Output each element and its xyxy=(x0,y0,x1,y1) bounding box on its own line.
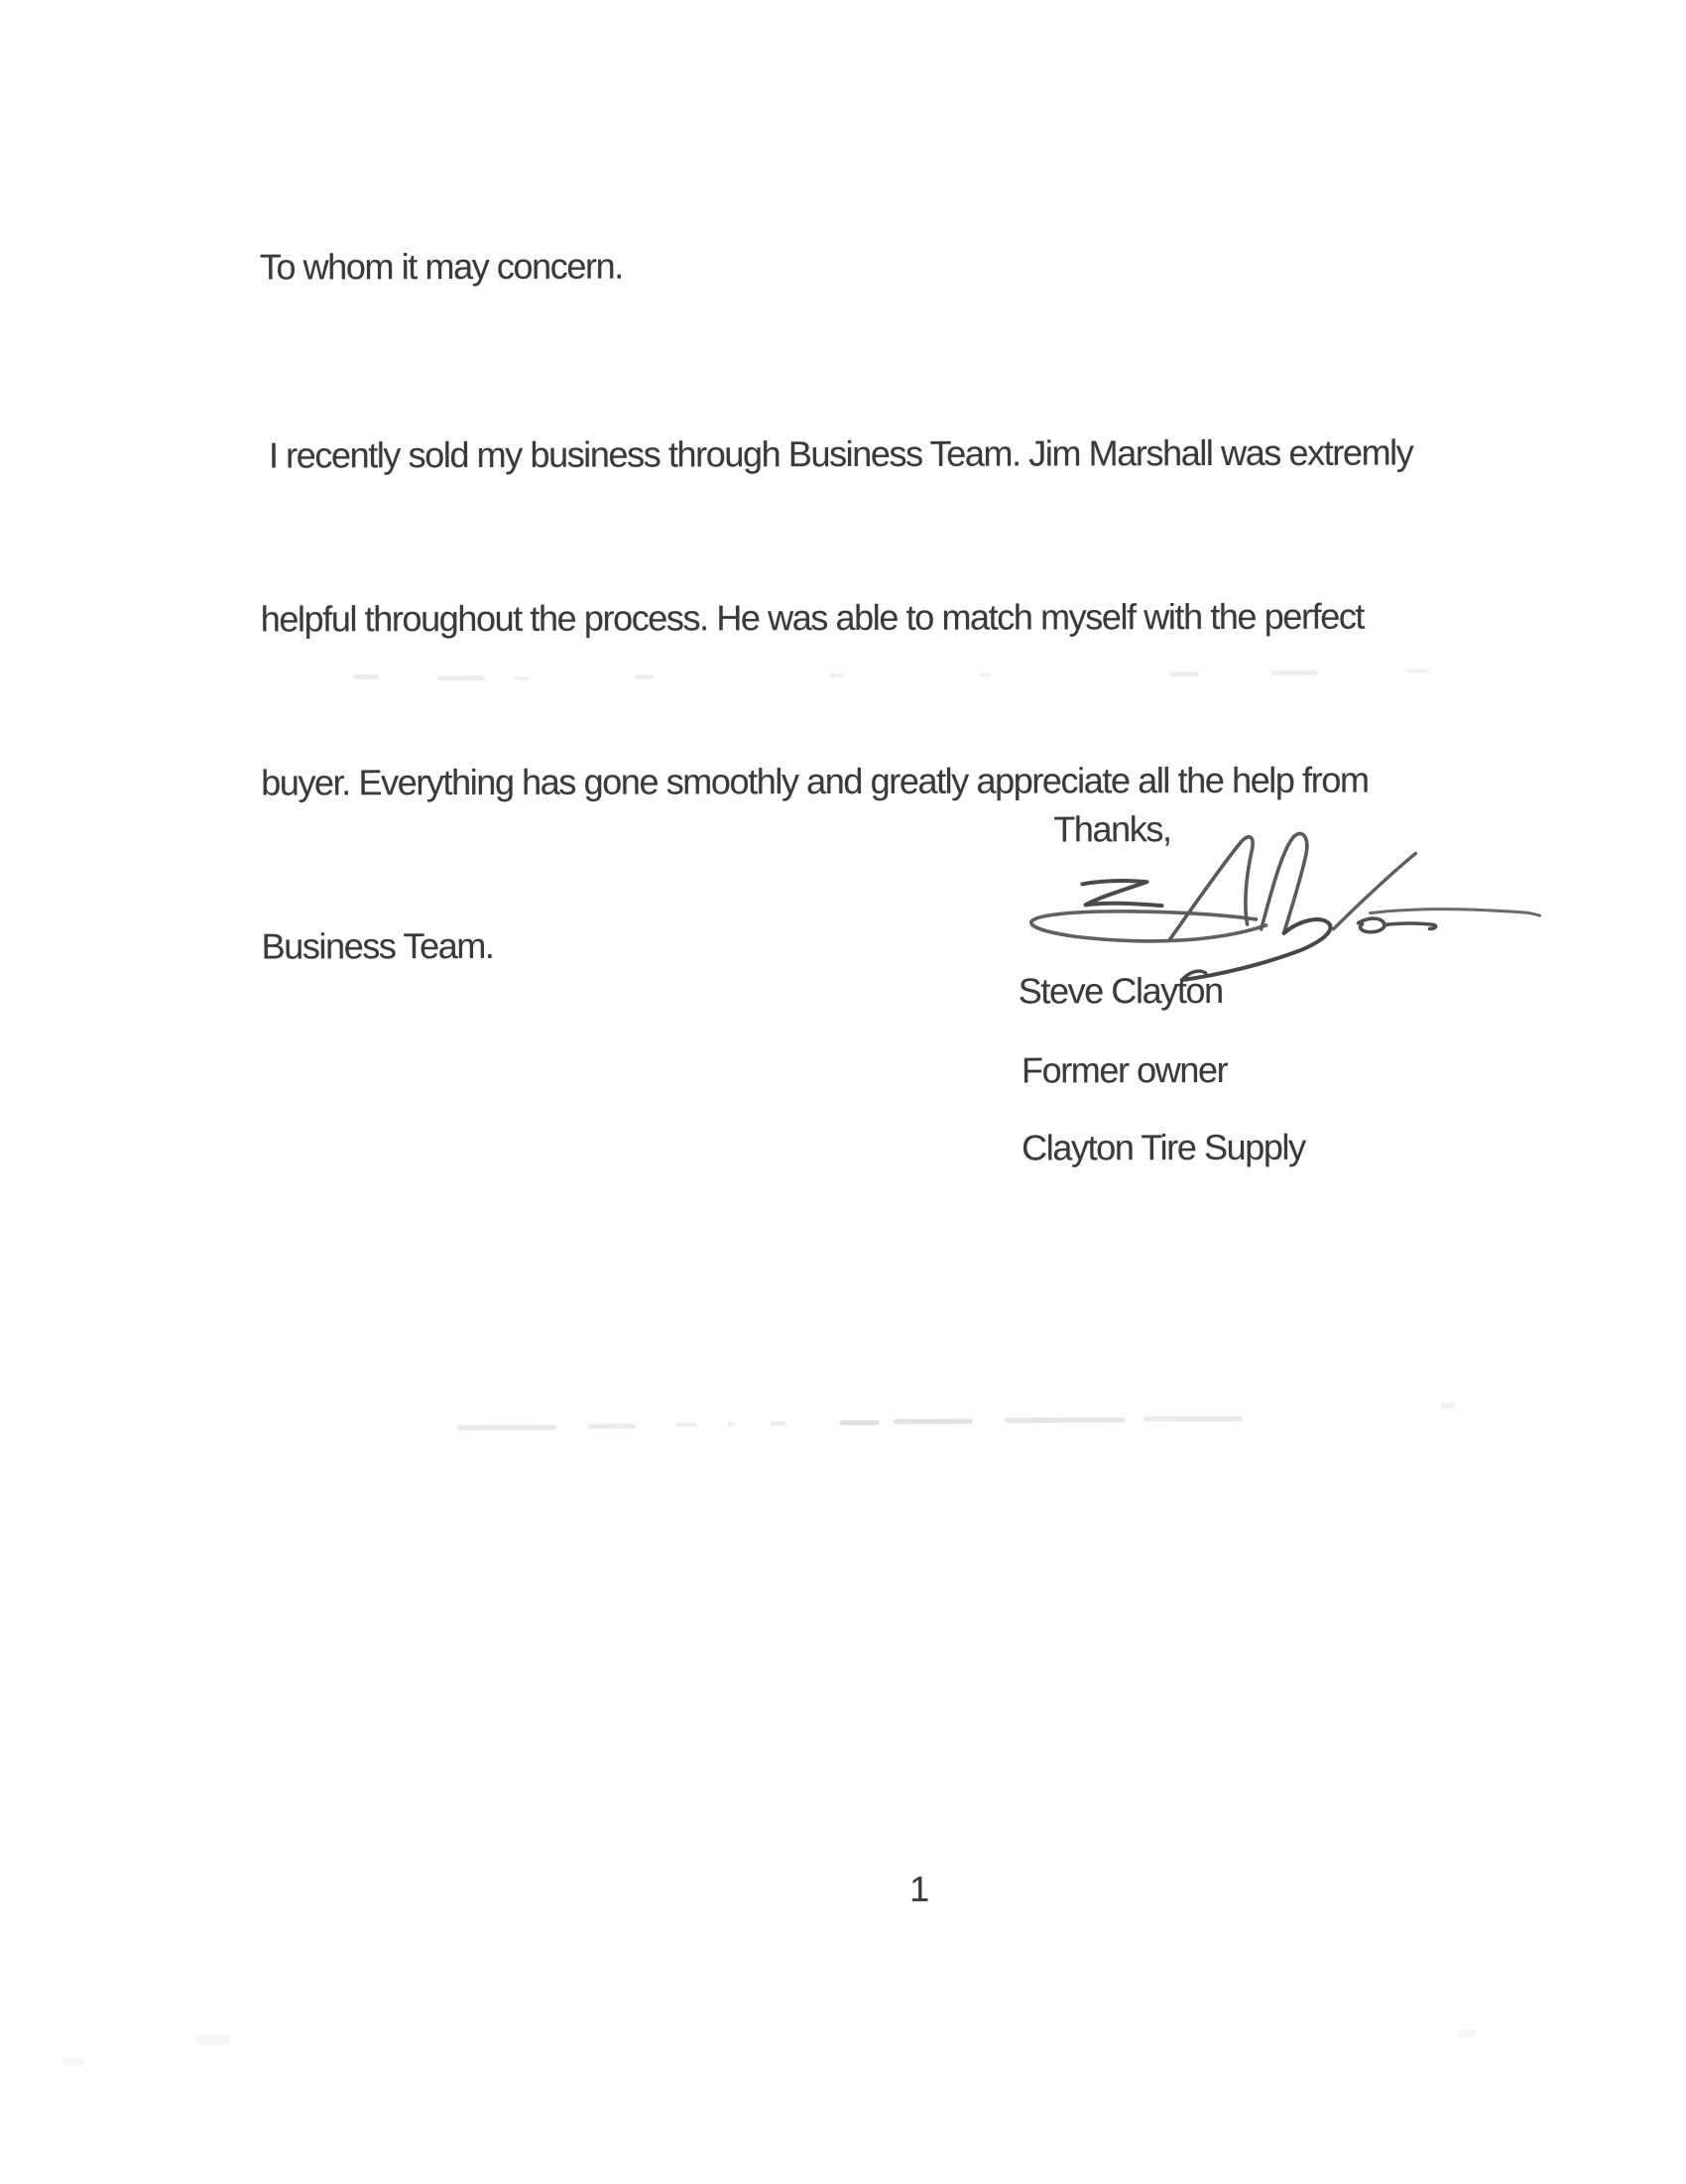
page-number: 1 xyxy=(909,1868,930,1909)
scan-artifact xyxy=(1458,2029,1476,2037)
scan-artifact xyxy=(588,1424,636,1429)
scan-artifact xyxy=(675,1422,697,1426)
scan-artifact xyxy=(1169,671,1199,676)
signer-name: Steve Clayton xyxy=(1018,969,1223,1012)
scan-artifact xyxy=(830,673,844,677)
scan-artifact xyxy=(1270,670,1318,675)
scan-artifact xyxy=(635,674,655,678)
scan-artifact xyxy=(1441,1402,1455,1408)
signer-company: Clayton Tire Supply xyxy=(1022,1126,1305,1168)
scan-artifact xyxy=(515,676,529,680)
scan-artifact xyxy=(196,2035,230,2045)
scan-artifact xyxy=(353,674,379,679)
scan-artifact xyxy=(771,1421,786,1425)
scan-artifact xyxy=(1144,1416,1243,1421)
scan-artifact xyxy=(62,2058,84,2066)
closing-thanks: Thanks, xyxy=(1053,808,1171,850)
body-line-1: I recently sold my business through Business Team. Jim Marshall was extremly xyxy=(260,431,1413,476)
signer-title: Former owner xyxy=(1021,1048,1228,1091)
scan-artifact xyxy=(1407,668,1429,672)
body-line-2: helpful throughout the process. He was able to match myself with the perfect xyxy=(260,595,1365,640)
scan-artifact xyxy=(727,1422,735,1426)
body-line-3: buyer. Everything has gone smoothly and greatly appreciate all the help from xyxy=(261,759,1369,803)
scan-artifact xyxy=(1005,1417,1126,1422)
salutation: To whom it may concern. xyxy=(259,245,623,288)
scan-artifact xyxy=(894,1419,973,1424)
body-line-4: Business Team. xyxy=(261,924,494,967)
scan-artifact xyxy=(437,675,485,680)
scan-artifact xyxy=(457,1425,556,1430)
scan-artifact xyxy=(979,673,991,677)
scan-artifact xyxy=(840,1420,880,1425)
